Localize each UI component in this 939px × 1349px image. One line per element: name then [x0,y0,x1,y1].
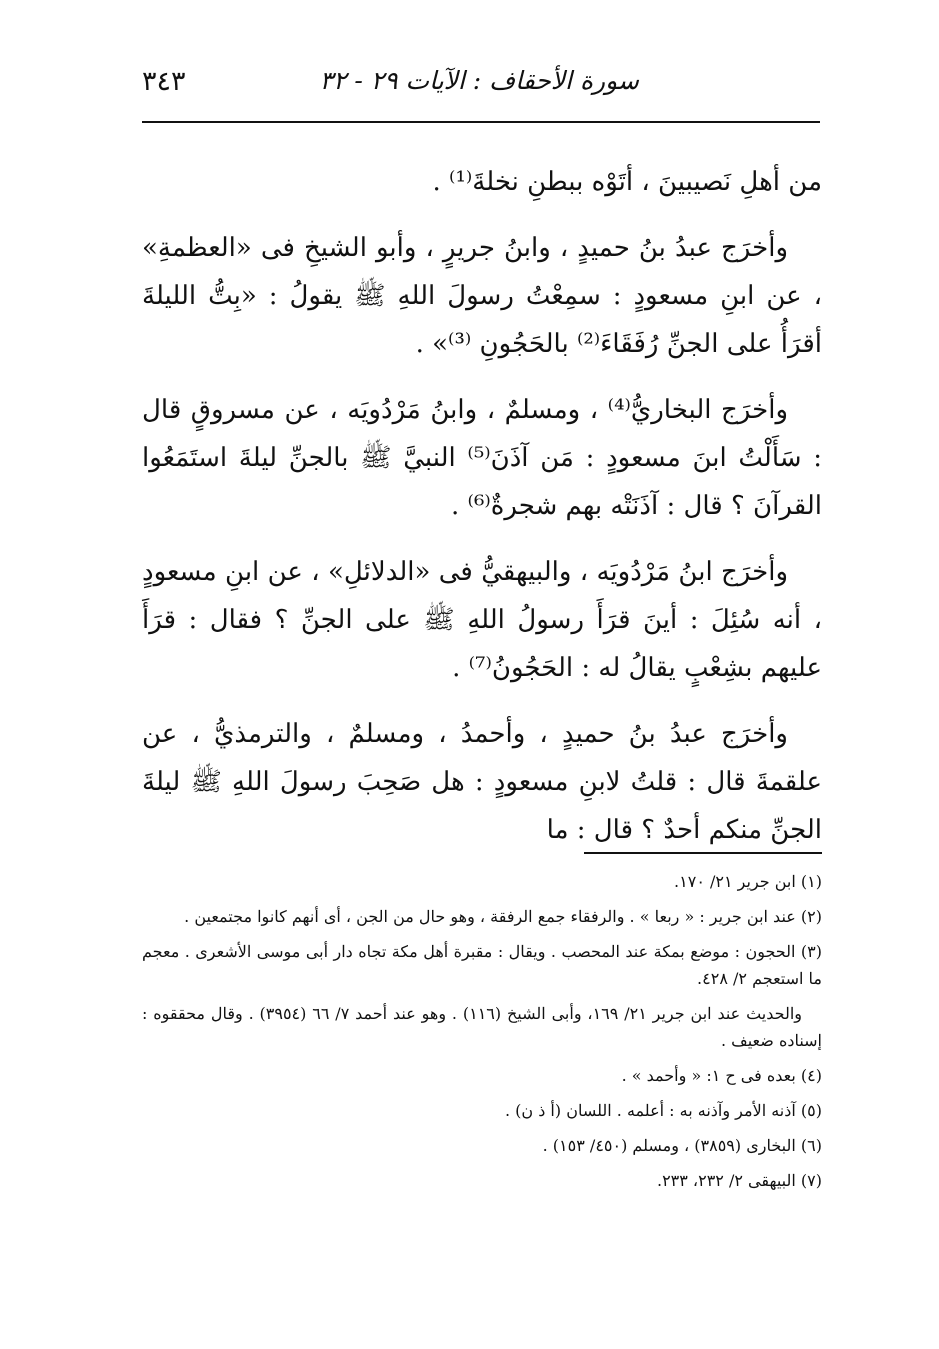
footnote: (٢) عند ابن جرير : « ربعا » . والرفقاء جمع الرفقة ، وهو حال من الجن ، أى أنهم كانوا مجتمعين . [184,907,822,926]
footnote: (٦) البخارى (٣٨٥٩) ، ومسلم (٤٥٠/ ١٥٣) . [542,1136,822,1155]
paragraph: وأخرَج عبدُ بنُ حميدٍ ، وابنُ جريرٍ ، وأبو الشيخِ فى «العظمةِ» ، عن ابنِ مسعودٍ : سمِعْتُ رسولَ اللهِ ﷺ يقولُ : «بِتُّ الليلةَ أقرَأُ على الجنِّ رُفَقَاءَ⁽²⁾ بالحَجُونِ ⁽³⁾» . [142,233,822,359]
paragraph: وأخرَج ابنُ مَرْدُويَه ، والبيهقيُّ فى «الدلائلِ» ، عن ابنِ مسعودٍ ، أنه سُئِلَ : أينَ قرَأَ رسولُ اللهِ ﷺ على الجنِّ ؟ فقال : قرَأَ عليهم بشِعْبٍ يقالُ له : الحَجُونُ⁽⁷⁾ . [142,557,822,683]
running-title: سورة الأحقاف : الآيات ٢٩ - ٣٢ [319,66,639,95]
footnote: (٤) بعده فى ح ١: « وأحمد » . [621,1066,822,1085]
paragraph: وأخرَج البخاريُّ⁽⁴⁾ ، ومسلمٌ ، وابنُ مَرْدُويَه ، عن مسروقٍ قال : سَأَلْتُ ابنَ مسعودٍ : مَن آذَنَ⁽⁵⁾ النبيَّ ﷺ بالجنِّ ليلةَ استَمَعُوا القرآنَ ؟ قال : آذَنَتْه بهم شجرةٌ⁽⁶⁾ . [142,395,822,521]
header-rule [142,121,820,123]
paragraph: وأخرَج عبدُ بنُ حميدٍ ، وأحمدُ ، ومسلمٌ ، والترمذيُّ ، عن علقمةَ قال : قلتُ لابنِ مسعودٍ : هل صَحِبَ رسولَ اللهِ ﷺ ليلةَ الجنِّ منكم أحدٌ ؟ قال : ما [142,719,822,845]
footnotes [142,868,822,1202]
footnote: (٥) آذنه الأمر وآذنه به : أعلمه . اللسان (أ ذ ن) . [504,1101,822,1120]
footnote-continuation: والحديث عند ابن جرير ٢١/ ١٦٩، وأبى الشيخ (١١٦) . وهو عند أحمد ٧/ ٦٦ (٣٩٥٤) . وقال محققوه : إسناده ضعيف . [142,1004,822,1050]
footnote: (٣) الحجون : موضع بمكة عند المحصب . ويقال : مقبرة أهل مكة تجاه دار أبى موسى الأشعرى . معجم ما استعجم ٢/ ٤٢٨. [142,942,822,988]
footnote: (٧) البيهقى ٢/ ٢٣٢، ٢٣٣. [656,1171,822,1190]
paragraph: من أهلِ نَصيبينَ ، أتَوْه ببطنِ نخلةَ⁽¹⁾ . [432,167,822,197]
main-text [142,158,822,872]
footnote-rule [584,852,822,854]
page-number: ٣٤٣ [142,66,186,97]
footnote: (١) ابن جرير ٢١/ ١٧٠. [674,872,822,891]
